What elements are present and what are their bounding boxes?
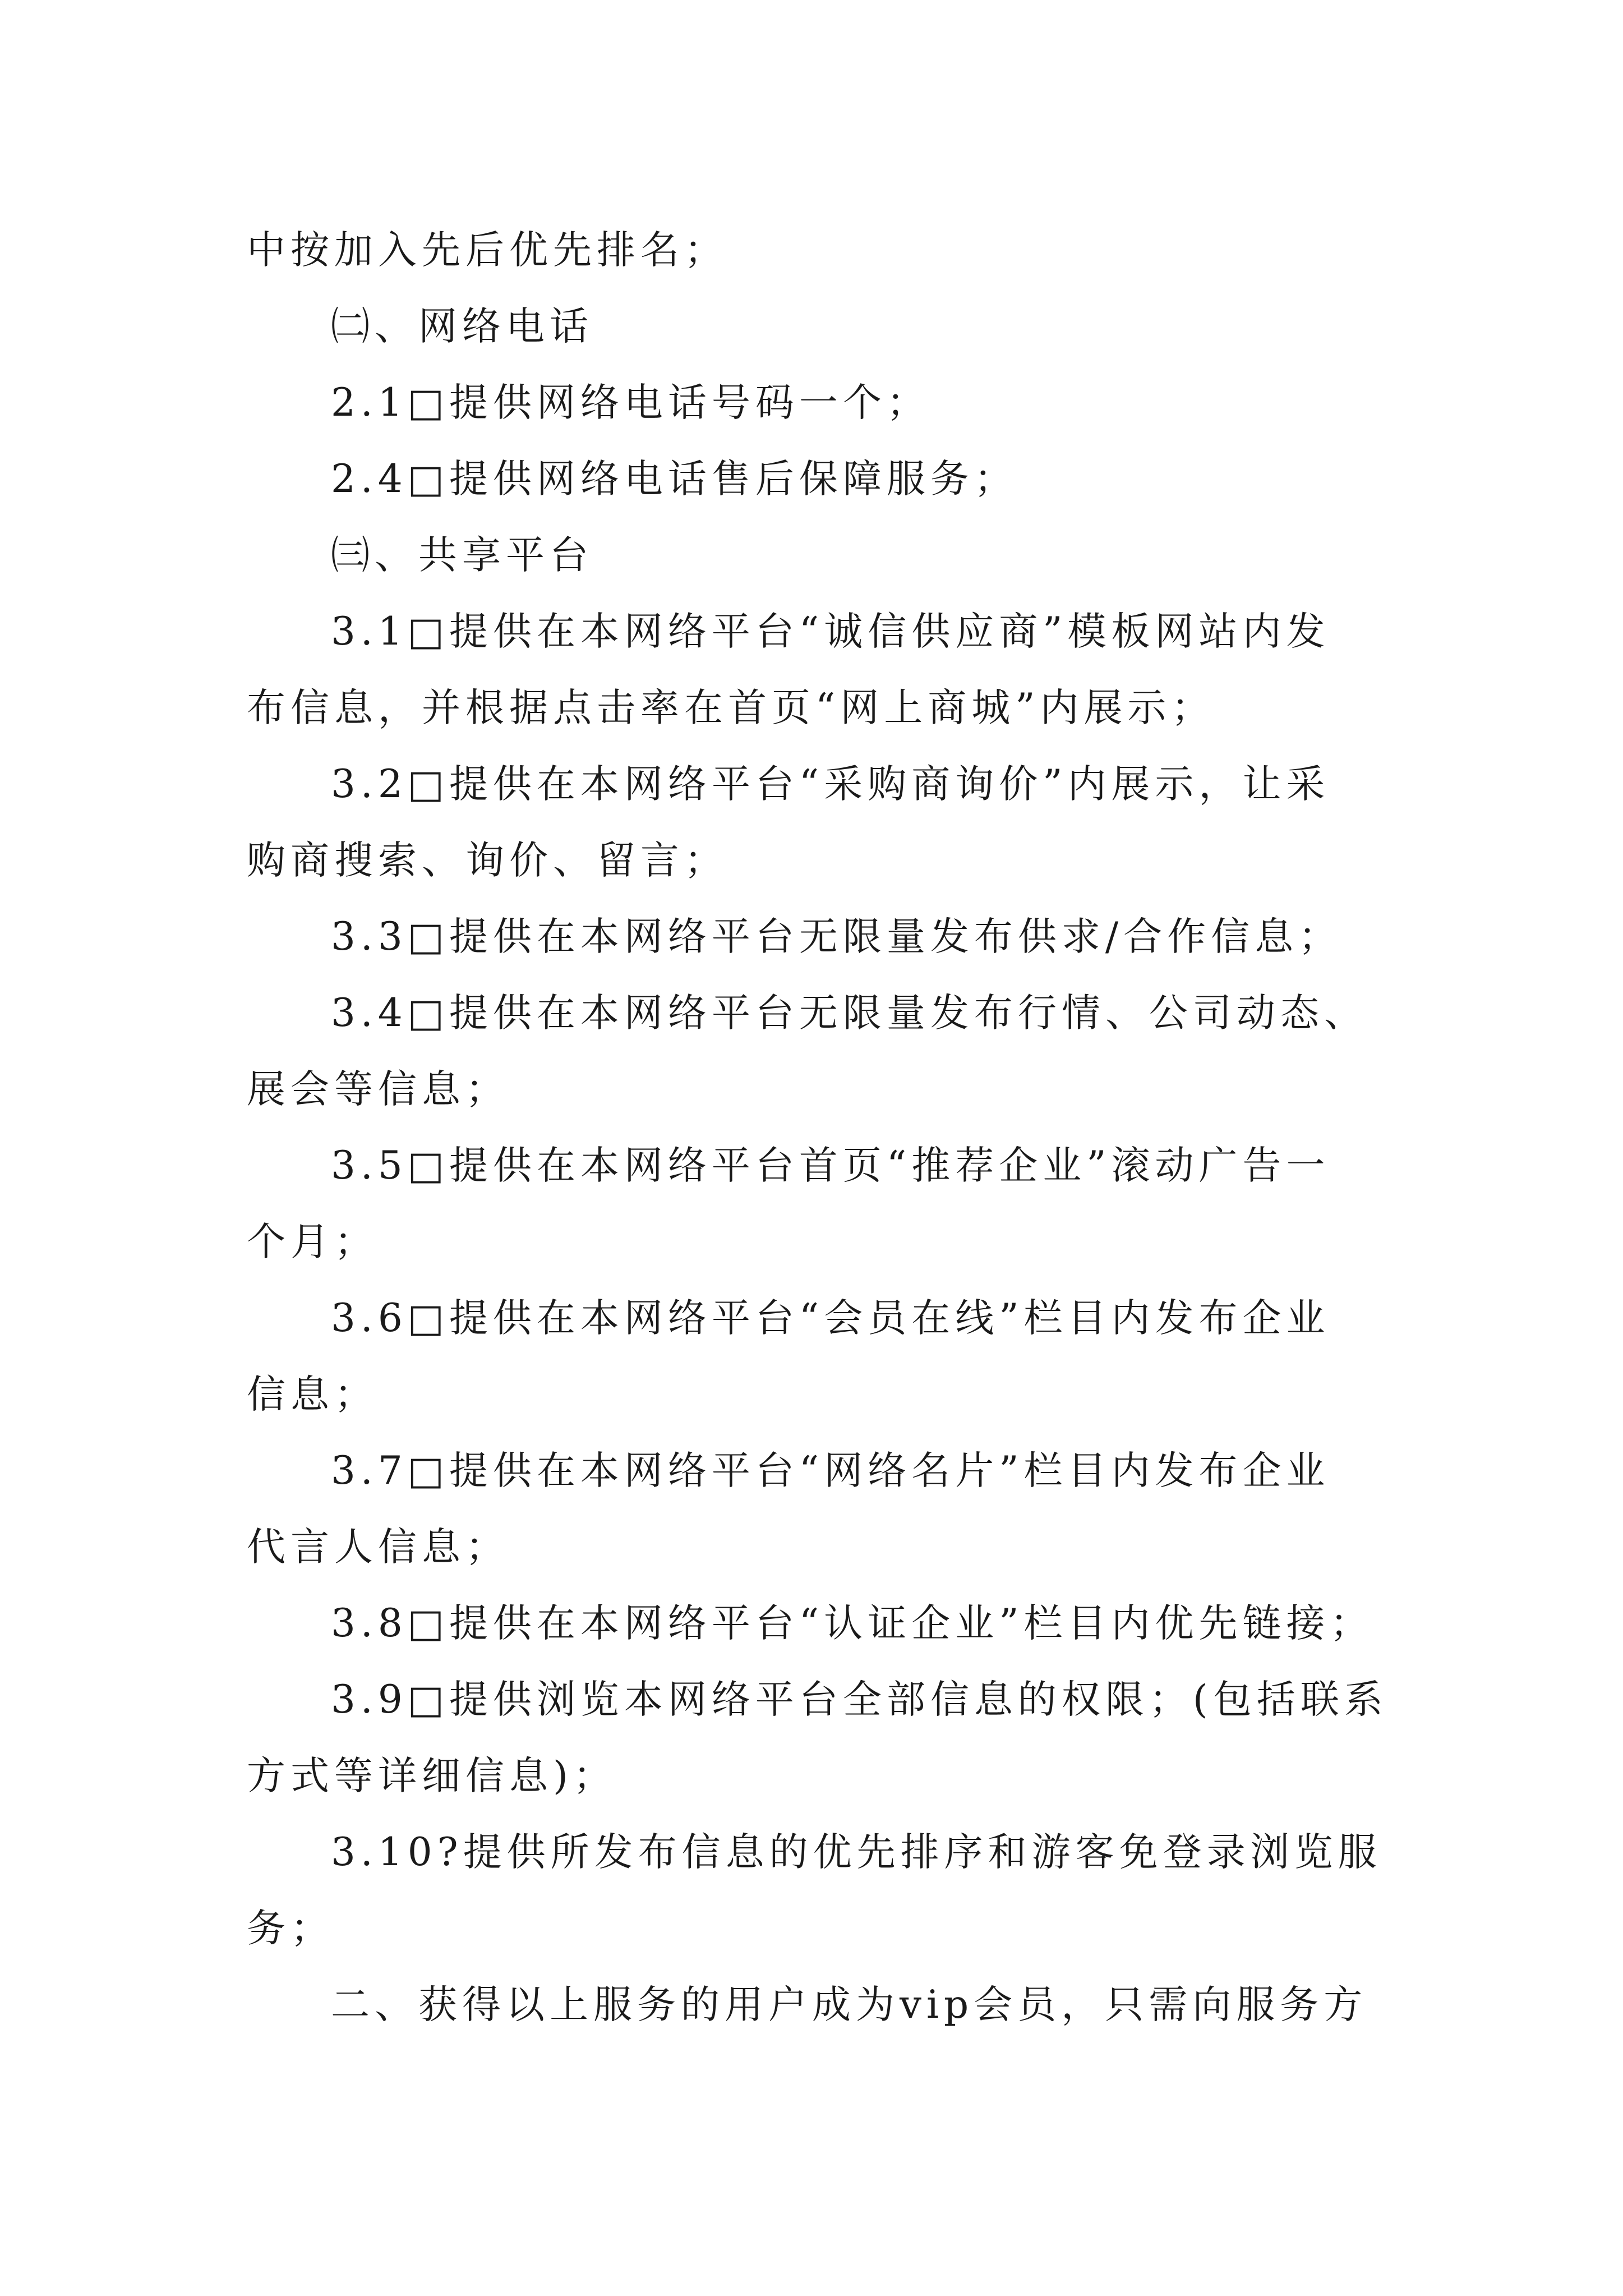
list-item: 3.10?提供所发布信息的优先排序和游客免登录浏览服 [331, 1830, 1382, 1875]
section-heading-network-phone: ㈡、网络电话 [331, 304, 593, 349]
list-item: 3.3□提供在本网络平台无限量发布供求/合作信息； [331, 914, 1343, 959]
text-line: 布信息，并根据点击率在首页“网上商城”内展示； [247, 685, 1215, 730]
text-line: 展会等信息； [247, 1067, 509, 1112]
section-heading-shared-platform: ㈢、共享平台 [331, 533, 593, 578]
list-item: 3.7□提供在本网络平台“网络名片”栏目内发布企业 [331, 1448, 1330, 1493]
list-item: 3.9□提供浏览本网络平台全部信息的权限；(包括联系 [331, 1677, 1388, 1722]
list-item: 2.1□提供网络电话号码一个； [331, 380, 930, 425]
section-paragraph: 二、获得以上服务的用户成为vip会员，只需向服务方 [331, 1982, 1368, 2027]
text-line: 个月； [247, 1220, 378, 1264]
text-line: 中按加入先后优先排名； [247, 228, 728, 273]
list-item: 3.1□提供在本网络平台“诚信供应商”模板网站内发 [331, 609, 1330, 654]
text-line: 代言人信息； [247, 1525, 509, 1570]
document-body [247, 212, 1388, 2043]
text-line: 信息； [247, 1372, 378, 1417]
list-item: 2.4□提供网络电话售后保障服务； [331, 457, 1018, 501]
text-line: 务； [247, 1906, 334, 1951]
text-line: 方式等详细信息)； [247, 1754, 617, 1798]
list-item: 3.4□提供在本网络平台无限量发布行情、公司动态、 [331, 991, 1368, 1036]
list-item: 3.2□提供在本网络平台“采购商询价”内展示，让采 [331, 762, 1330, 807]
list-item: 3.8□提供在本网络平台“认证企业”栏目内优先链接； [331, 1601, 1374, 1646]
text-line: 购商搜索、询价、留言； [247, 838, 728, 883]
list-item: 3.5□提供在本网络平台首页“推荐企业”滚动广告一 [331, 1143, 1330, 1188]
list-item: 3.6□提供在本网络平台“会员在线”栏目内发布企业 [331, 1296, 1330, 1341]
